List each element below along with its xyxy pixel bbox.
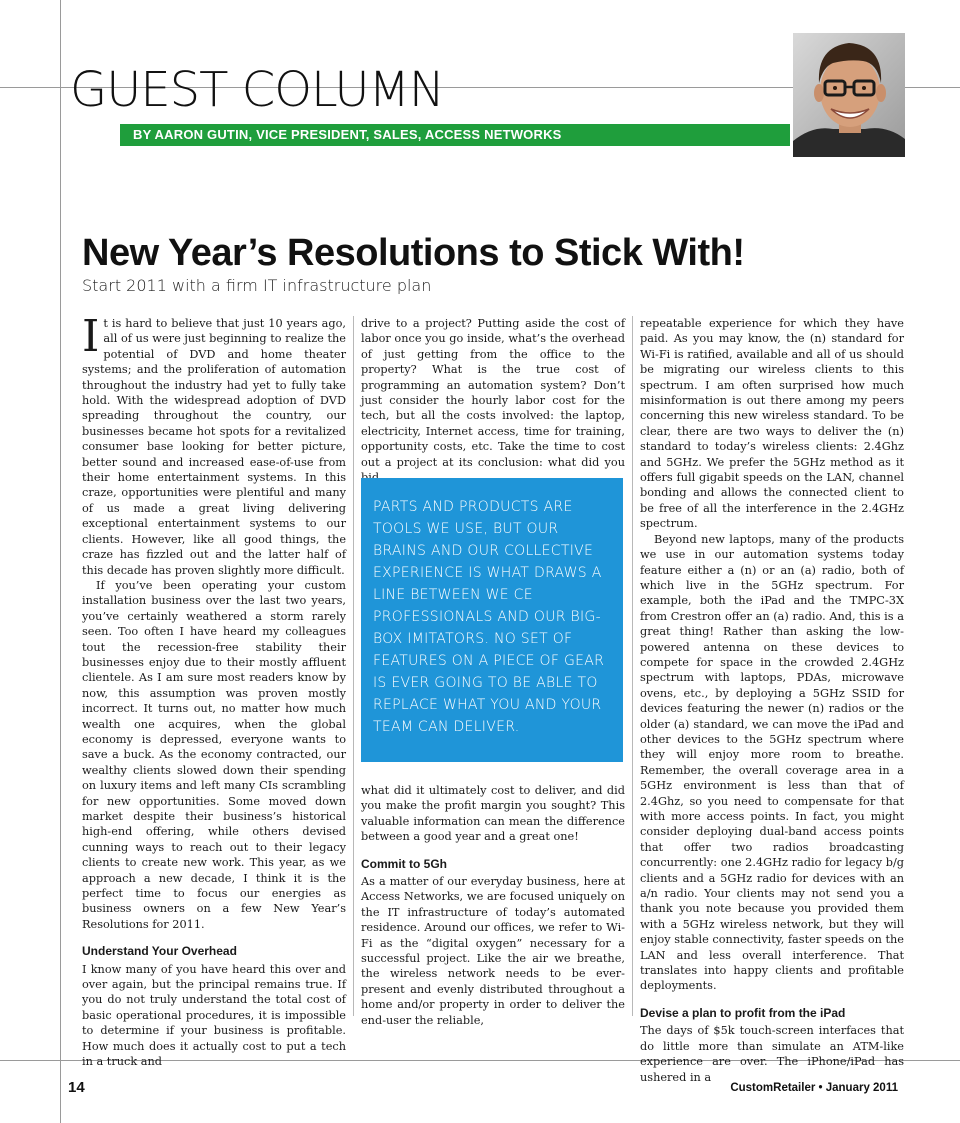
paragraph: If you’ve been operating your custom installation business over the last two years, you’ve certainly weathered a storm rarely seen. Too often I have heard my colleagues tout the recession-free stability their businesses enjoy due to their mostly affluent clientele. As I am sure most readers know by now, this assumption was proven mostly incorrect. It turns out, no matter how much wealth one acquires, when the global economy is depressed, everyone wants to save a buck. As the economy contracted, our wealthy clients slowed down their spending on luxury items and left many CIs scrambling for new opportunities. Some moved down market despite their business’s historical high-end offering, while others devised cunning ways to reach out to their legacy clients to create new work. This year, as we approach a new decade, I think it is the perfect time to focus our energies as business owners on a few New Year’s Resolutions for 2011. [82,578,346,931]
paragraph [82,311,346,578]
dropcap: I [82,311,100,362]
column-divider [632,316,633,1016]
article-deck: Start 2011 with a firm IT infrastructure plan [82,276,432,295]
article-column-2-continued [361,783,625,1028]
article-headline: New Year’s Resolutions to Stick With! [82,232,745,274]
subhead-overhead: Understand Your Overhead [82,944,237,959]
author-photo-illustration [793,33,905,157]
paragraph: The days of $5k touch-screen interfaces that do little more than simulate an ATM-like experience are over. The iPhone/iPad has ushered in a [640,1024,904,1084]
page-number: 14 [68,1079,85,1096]
subhead-ipad: Devise a plan to profit from the iPad [640,1005,846,1020]
paragraph: I know many of you have heard this over and over again, but the principal remains true. If you do not truly understand the total cost of basic operational procedures, it is impossible to determine if your business is profitable. How much does it actually cost to put a tech in a truck and [82,962,346,1069]
author-portrait [793,33,905,157]
byline: BY AARON GUTIN, VICE PRESIDENT, SALES, ACCESS NETWORKS [133,127,562,142]
paragraph-text: t is hard to believe that just 10 years ago, all of us were just beginning to realize the potential of DVD and home theater systems; and the proliferation of automation throughout the industry had yet to fully take hold. With the widespread adoption of DVD spreading throughout the country, our businesses became hot spots for a revitalized consumer base looking for better picture, better sound and increased ease-of-use from their home entertainment systems. In this craze, opportunities were plentiful and many of us made a great living delivering exceptional entertainment systems to our clients. However, like all good things, the craze has fizzled out and the latter half of this decade has proven slightly more difficult. [82,317,346,577]
left-margin-rule [60,0,61,1123]
section-title: GUEST COLUMN [70,62,444,118]
paragraph: drive to a project? Putting aside the cost of labor once you go inside, what’s the overhead of just getting from the office to the property? What is the true cost of programming an automation system? Don’t just consider the hourly labor cost for the tech, but all the costs involved: the laptop, electricity, Internet access, time for training, opportunity costs, etc. Take the time to cost out a project at its conclusion: what did you [361,317,625,469]
article-column-1 [82,311,346,1070]
article-column-3 [640,316,904,1085]
pull-quote-text: PARTS AND PRODUCTS ARE TOOLS WE USE, BUT OUR BRAINS AND OUR COLLECTIVE EXPERIENCE IS WHAT DRAWS A LINE BETWEEN WE CE PROFESSIONALS AND OUR BIG-BOX IMITATORS. NO SET OF FEATURES ON A PIECE OF GEAR IS EVER GOING TO BE ABLE TO REPLACE WHAT YOU AND YOUR TEAM CAN DELIVER. [373,499,605,735]
paragraph: repeatable experience for which they have paid. As you may know, the (n) standard for Wi-Fi is ratified, available and all of us should be migrating our wireless clients to this spectrum. I am often surprised how much misinformation is out there among my peers concerning this new wireless standard. To be clear, there are two ways to deliver the (n) standard to today’s wireless clients: 2.4Ghz and 5GHz. We prefer the 5GHz method as it offers full gigabit speeds on the LAN, channel bonding and allows the connected client to be free of all the interference in the 2.4GHz spectrum. [640,317,904,531]
article-column-2 [361,316,625,485]
subhead-5gh: Commit to 5Gh [361,856,447,871]
paragraph: As a matter of our everyday business, here at Access Networks, we are focused uniquely on the IT infrastructure of today’s automated residence. Around our offices, we refer to Wi-Fi as the “digital oxygen” necessary for a successful project. Like the air we breathe, the wireless network needs to be ever-present and evenly distributed throughout a home and/or property in order to deliver the end-user the reliable, [361,875,625,1027]
paragraph: what did it ultimately cost to deliver, and did you make the profit margin you sought? This valuable information can mean the difference between a good year and a great one! [361,784,625,844]
paragraph: Beyond new laptops, many of the products we use in our automation systems today feature either a (n) or an (a) radio, both of which live in the 5GHz spectrum. For example, both the iPad and the TMPC-3X from Crestron offer an (a) radio. And, this is a great thing! Rather than asking the low-powered antenna on these devices to compete for space in the crowded 2.4GHz spectrum with laptops, PDAs, microwave ovens, etc., by deploying a 5GHz SSID for devices featuring the newer (n) radios or the older (a) standard, we can move the iPad and other devices to the 5GHz spectrum where they will enjoy more room to breathe. Remember, the overall coverage area in a 5GHz environment is less than that of 2.4Ghz, so you need to compensate for that with more access points. In fact, you might consider deploying dual-band access points that offer two radios broadcasting concurrently: one 2.4GHz radio for legacy b/g clients and a 5GHz radio for devices with an a/n radio. Your clients may not send you a thank you note because you provided them with a 5GHz wireless network, but they will enjoy stable connectivity, faster speeds on the LAN and less overall interference. That translates into happy clients and profitable deployments. [640,532,904,993]
column-divider [353,316,354,1016]
publication-footer: CustomRetailer • January 2011 [730,1082,898,1094]
pull-quote [361,478,623,762]
